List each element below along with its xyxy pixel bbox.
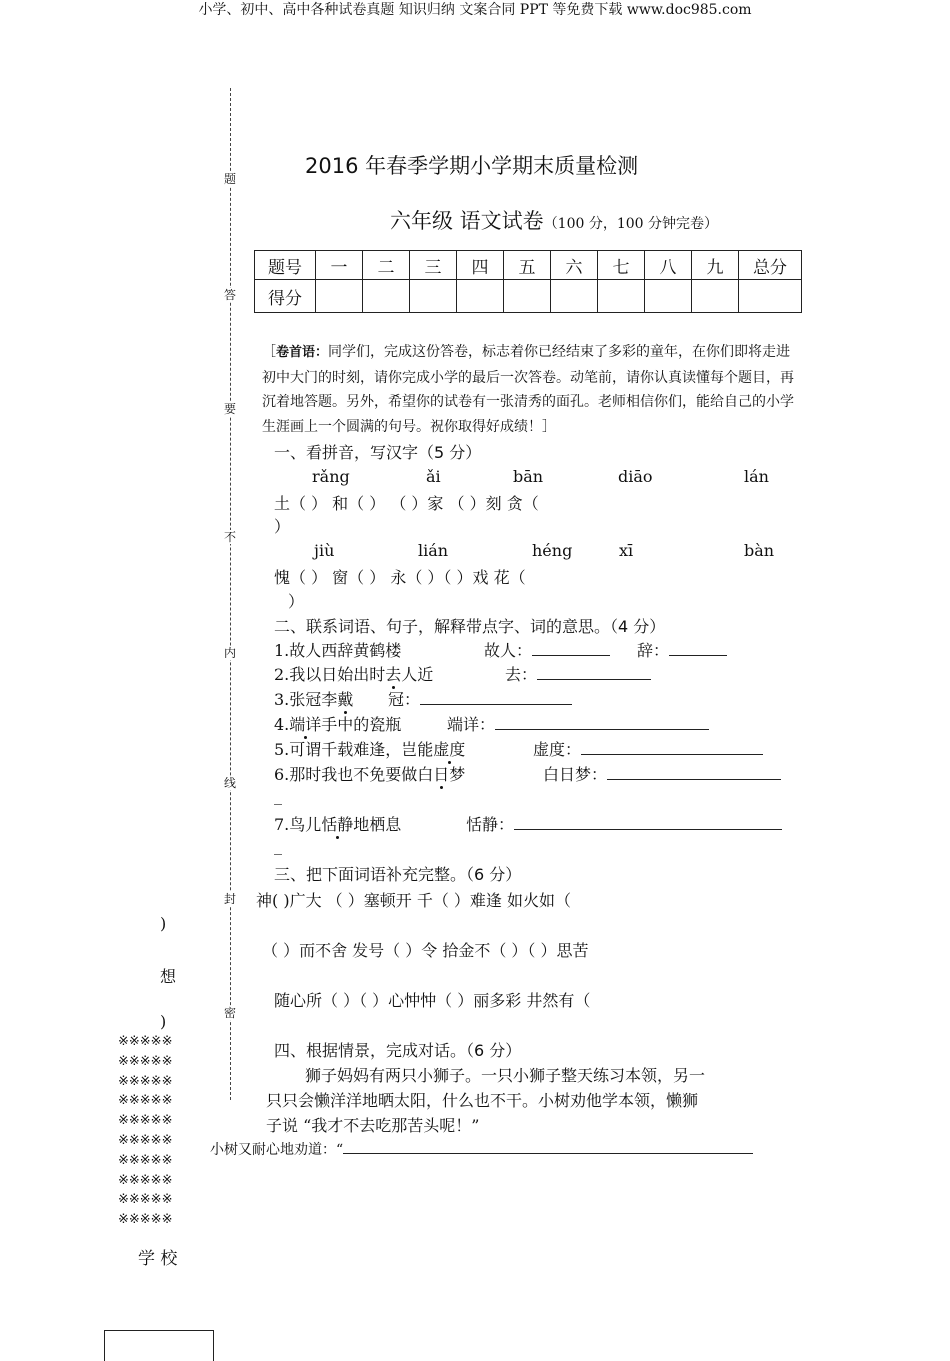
section-3-row-1[interactable]: 神( )广大 （ ）塞顿开 千（ ）难逢 如火如（ [256, 891, 572, 910]
pinyin: bàn [744, 541, 775, 560]
pinyin: rǎng [312, 467, 350, 486]
pinyin: xī [619, 541, 634, 560]
side-school-label: 学 校 [138, 1249, 178, 1269]
s2-item-4: 4.端详手中的瓷瓶 [274, 715, 402, 734]
s4-para-line-1: 狮子妈妈有两只小狮子。一只小狮子整天练习本领，另一 [305, 1066, 706, 1085]
s2-answer-4[interactable]: 端详： [447, 712, 709, 735]
pinyin: lán [744, 467, 769, 486]
pinyin: ǎi [426, 467, 441, 486]
s2-answer-7[interactable]: 恬静： [466, 812, 782, 835]
binding-char: 要 [224, 402, 237, 416]
score-table: 题号 一 二 三 四 五 六 七 八 九 总分 得分 [254, 250, 802, 313]
pinyin: diāo [618, 467, 653, 486]
s2-answer-5[interactable]: 虚度： [533, 737, 763, 760]
side-think: 想 [160, 967, 177, 986]
side-class-box [104, 1330, 214, 1361]
section-1-row-1-end: ） [274, 517, 291, 536]
binding-char: 内 [224, 646, 237, 660]
side-paren: ) [160, 914, 167, 933]
s2-answer-2[interactable]: 去： [505, 662, 651, 685]
pinyin: héng [532, 541, 573, 560]
s2-answer-1b[interactable]: 辞： [637, 638, 727, 661]
section-3-row-3[interactable]: 随心所（ ）（ ）心忡忡（ ）丽多彩 井然有（ [274, 991, 591, 1010]
side-paren-2: ) [160, 1012, 167, 1031]
section-2-heading: 二、联系词语、句子，解释带点字、词的意思。（4 分） [274, 617, 666, 636]
s2-item-6: 6.那时我也不免要做白日梦 [274, 765, 466, 784]
s2-answer-1a[interactable]: 故人： [484, 638, 610, 661]
section-3-heading: 三、把下面词语补充完整。（6 分） [274, 865, 522, 884]
pinyin: bān [513, 467, 544, 486]
section-3-row-2[interactable]: （ ）而不舍 发号（ ）令 拾金不（ ）（ ）思苦 [262, 941, 589, 960]
s2-item-5: 5.可谓千载难逢，岂能虚度 [274, 740, 466, 759]
page-header: 小学、初中、高中各种试卷真题 知识归纳 文案合同 PPT 等免费下载 www.doc985.com [198, 2, 752, 18]
section-1-row-2-end: ） [288, 592, 305, 611]
binding-char: 题 [224, 172, 237, 186]
s2-item-7: 7.鸟儿恬静地栖息 [274, 815, 402, 834]
pinyin: lián [418, 541, 449, 560]
s4-para-line-2: 只只会懒洋洋地晒太阳，什么也不干。小树劝他学本领，懒狮 [266, 1091, 699, 1110]
section-1-row-1[interactable]: 土（ ） 和（ ） （ ）家 （ ）刻 贪（ [274, 494, 539, 513]
binding-char: 封 [224, 892, 237, 906]
section-1-row-2[interactable]: 愧（ ） 窗（ ） 永（ ）（ ）戏 花（ [274, 568, 526, 587]
section-4-heading: 四、根据情景，完成对话。（6 分） [274, 1041, 522, 1060]
exam-subtitle: 六年级 语文试卷（100 分，100 分钟完卷） [390, 209, 719, 233]
s2-item-6-tail: _ [274, 786, 282, 805]
s2-item-2: 2.我以日始出时去人近 [274, 665, 434, 684]
binding-char: 答 [224, 288, 237, 302]
s2-item-3: 3.张冠李戴 [274, 690, 354, 709]
section-1-heading: 一、看拼音，写汉字（5 分） [274, 443, 482, 462]
binding-dashed-line [230, 88, 231, 1100]
binding-char: 线 [224, 776, 237, 790]
s2-answer-3[interactable]: 冠： [388, 687, 572, 710]
intro-paragraph: ［卷首语：同学们，完成这份答卷，标志着你已经结束了多彩的童年，在你们即将走进初中大门的时刻，请你完成小学的最后一次答卷。动笔前，请你认真读懂每个题目，再沉着地答题。另外，希望你的试卷有一张清秀的面孔。老师相信你们，能给自己的小学生涯画上一个圆满的句号。祝你取得好成绩！］ [262, 344, 794, 435]
pinyin: jiù [314, 541, 335, 560]
binding-char: 密 [224, 1006, 237, 1020]
s2-item-1: 1.故人西辞黄鹤楼 [274, 641, 402, 660]
s2-item-7-tail: _ [274, 836, 282, 855]
binding-char: 不 [224, 530, 237, 544]
s4-para-line-3: 子说 “我才不去吃那苦头呢！” [266, 1116, 480, 1135]
side-stars: ※※※※※ ※※※※※ ※※※※※ ※※※※※ ※※※※※ ※※※※※ ※※※※※ ※※※※※ ※※※※※ ※※※※※ [118, 1034, 173, 1228]
exam-title: 2016 年春季学期小学期末质量检测 [305, 154, 639, 178]
s4-dialogue-line[interactable]: 小树又耐心地劝道：“ [210, 1139, 753, 1159]
s2-answer-6[interactable]: 白日梦： [543, 762, 781, 785]
